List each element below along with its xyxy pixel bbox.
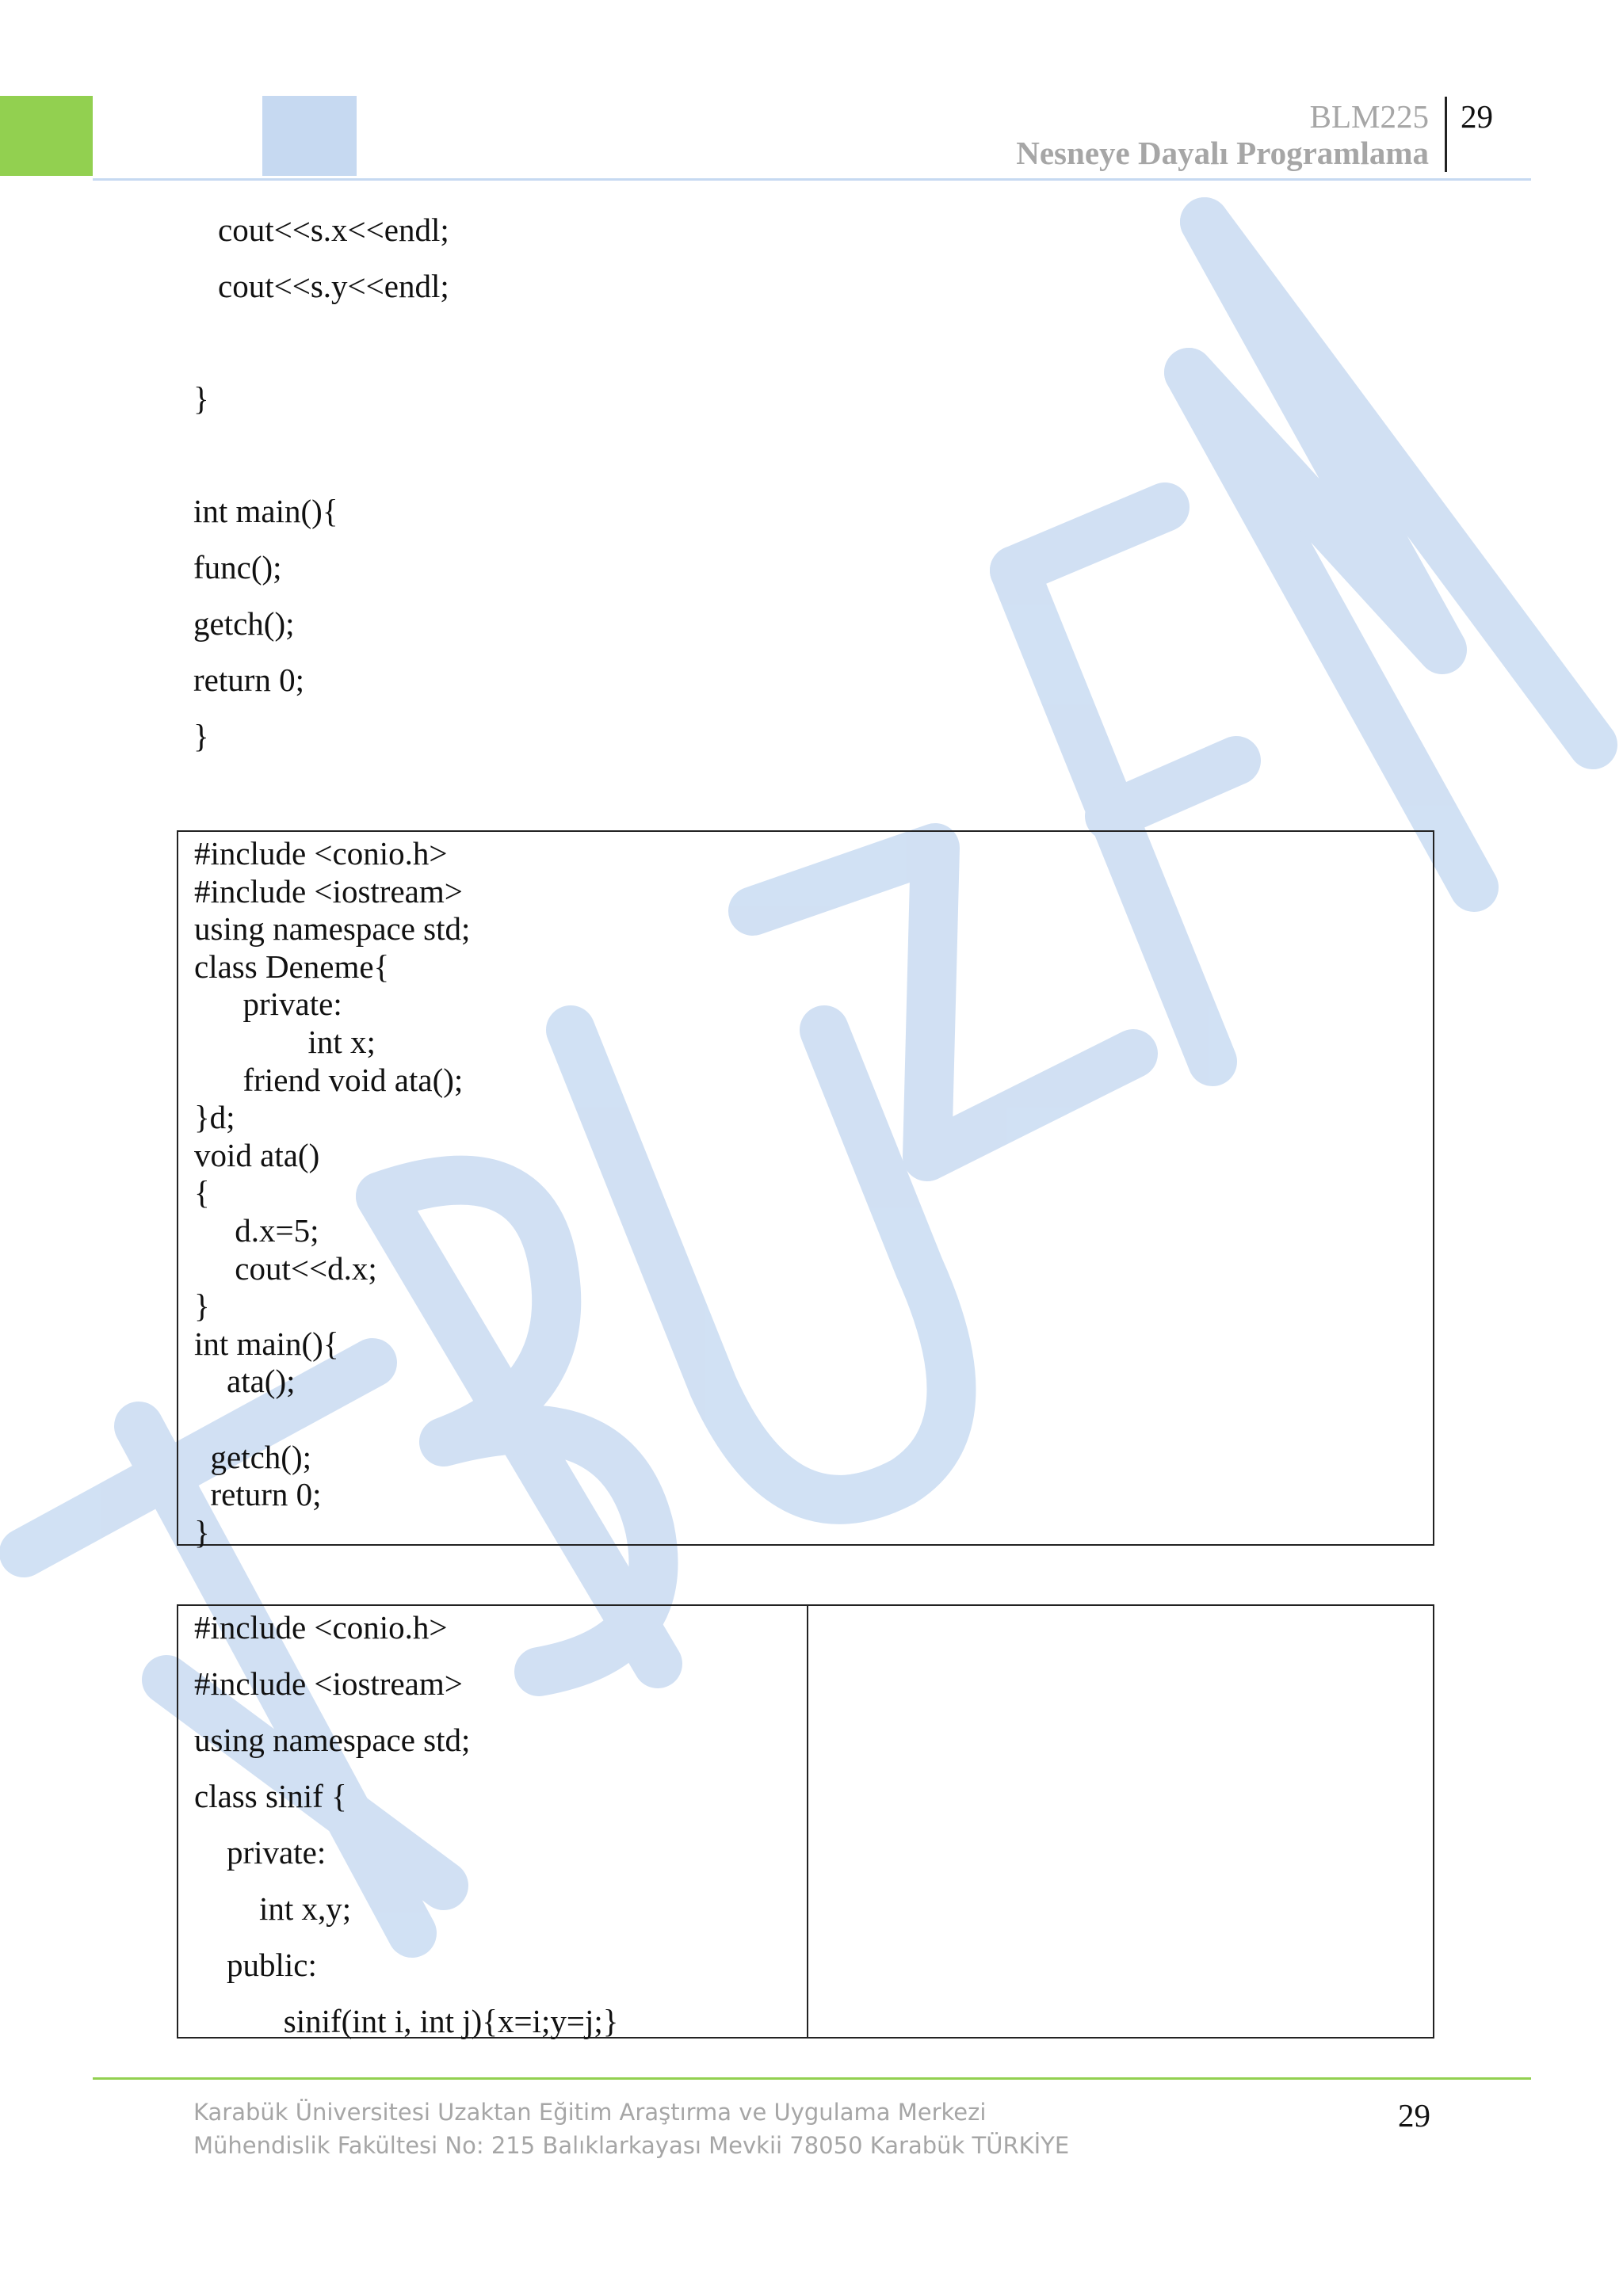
code-continuation	[0, 0, 1623, 792]
code-line: }	[194, 1513, 210, 1550]
code-line: func();	[193, 549, 282, 585]
code-line: cout<<d.x;	[194, 1249, 377, 1287]
code-line: }	[193, 718, 209, 754]
code-line: {	[194, 1174, 210, 1211]
code-line: #include <iostream>	[194, 872, 463, 910]
code-line: private:	[194, 1834, 327, 1871]
footer-institution: Karabük Üniversitesi Uzaktan Eğitim Araştırma ve Uygulama Merkezi	[193, 2099, 987, 2126]
header-page-number: 29	[1461, 98, 1493, 135]
footer-address: Mühendislik Fakültesi No: 215 Balıklarkayası Mevkii 78050 Karabük TÜRKİYE	[193, 2132, 1070, 2159]
code-line: return 0;	[193, 662, 305, 698]
code-line: friend void ata();	[194, 1061, 464, 1098]
code-box-friend-function	[177, 830, 1434, 1550]
code-line: #include <conio.h>	[194, 1609, 448, 1646]
course-title: Nesneye Dayalı Programlama	[1016, 135, 1429, 171]
code-line	[194, 1401, 470, 1439]
footer-rule	[93, 2077, 1531, 2080]
code-line: class sinif {	[194, 1778, 347, 1814]
code-line: return 0;	[194, 1476, 322, 1513]
code-line: public:	[194, 1947, 317, 1983]
code-line: d.x=5;	[194, 1211, 319, 1249]
code-line: getch();	[194, 1438, 311, 1475]
code-line: #include <iostream>	[194, 1665, 463, 1702]
code-listing	[194, 835, 470, 1551]
code-line: }	[193, 380, 209, 417]
code-line: ata();	[194, 1363, 296, 1400]
code-line: sinif(int i, int j){x=i;y=j;}	[194, 2003, 619, 2039]
code-line: cout<<s.y<<endl;	[218, 268, 449, 304]
code-line: int x,y;	[194, 1890, 352, 1927]
code-line: class Deneme{	[194, 948, 390, 985]
code-box-class-sinif	[177, 1604, 1434, 2039]
code-line: void ata()	[194, 1136, 320, 1173]
code-line: getch();	[193, 605, 295, 642]
code-line: private:	[194, 986, 342, 1023]
code-line: int main(){	[193, 493, 338, 529]
code-line: }d;	[194, 1099, 235, 1136]
footer-page-number: 29	[1398, 2097, 1430, 2134]
code-line: int main(){	[194, 1325, 339, 1362]
course-code: BLM225	[1309, 98, 1429, 135]
code-line: using namespace std;	[194, 1722, 471, 1758]
code-line: int x;	[194, 1023, 376, 1060]
table-column-divider	[807, 1606, 808, 2037]
code-line: using namespace std;	[194, 910, 471, 948]
code-line: #include <conio.h>	[194, 835, 448, 871]
code-line: }	[194, 1287, 210, 1325]
code-line: cout<<s.x<<endl;	[218, 212, 449, 248]
